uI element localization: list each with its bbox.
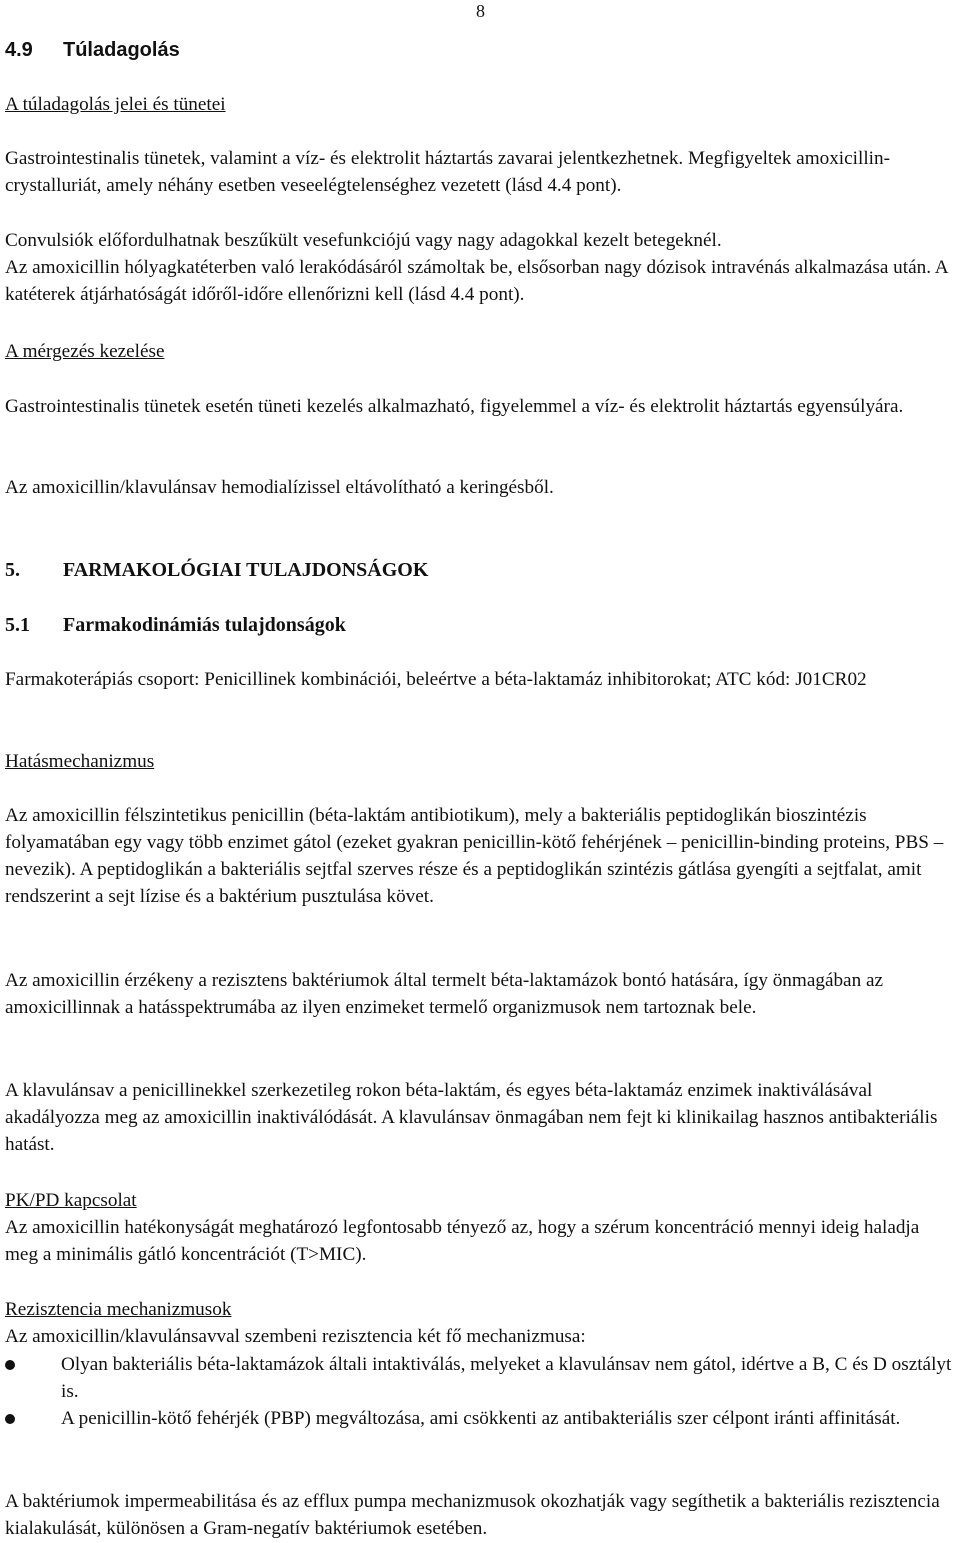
- resistance-mechanism-list: [5, 1351, 957, 1432]
- list-item: [5, 1405, 953, 1432]
- section-number: 5.: [5, 559, 20, 581]
- bullet-icon: [5, 1414, 15, 1424]
- bullet-icon: [5, 1360, 15, 1370]
- list-item-text: Olyan bakteriális béta-laktamázok általi intaktiválás, melyeket a klavulánsav nem gátol, idértve a B, C és D osztályt is.: [61, 1354, 952, 1402]
- mechanism-heading: Hatásmechanizmus: [5, 751, 155, 772]
- overdose-paragraph-2: Convulsiók előfordulhatnak beszűkült vesefunkciójú vagy nagy adagokkal kezelt betegeknél.: [5, 230, 722, 251]
- overdose-paragraph-1: Gastrointestinalis tünetek, valamint a víz- és elektrolit háztartás zavarai jelentkezhetnek. Megfigyeltek amoxicillin-crystalluriát, amely néhány esetben veseelégtelenséghez vezetett (lásd 4.4 pont).: [5, 148, 890, 196]
- section-title: FARMAKOLÓGIAI TULAJDONSÁGOK: [63, 559, 429, 581]
- section-5-heading: [5, 556, 428, 584]
- resistance-closing-paragraph: A baktériumok impermeabilitása és az efflux pumpa mechanizmusok okozhatják vagy segíthetik a bakteriális rezisztencia kialakulását, különösen a Gram-negatív baktériumok esetében.: [5, 1491, 940, 1539]
- pkpd-heading: PK/PD kapcsolat: [5, 1190, 137, 1211]
- poison-treatment-paragraph-1: Gastrointestinalis tünetek esetén tüneti kezelés alkalmazható, figyelemmel a víz- és elektrolit háztartás egyensúlyára.: [5, 396, 904, 417]
- resistance-intro: Az amoxicillin/klavulánsavval szembeni rezisztencia két fő mechanizmusa:: [5, 1326, 586, 1347]
- mechanism-paragraph-2: Az amoxicillin érzékeny a rezisztens baktériumok által termelt béta-laktamázok bontó hatására, így önmagában az amoxicillinnak a hatásspektrumába az ilyen enzimeket termelő organizmusok nem tartoznak bele.: [5, 970, 883, 1018]
- section-title: Túladagolás: [63, 39, 180, 61]
- pkpd-text: Az amoxicillin hatékonyságát meghatározó legfontosabb tényező az, hogy a szérum koncentráció mennyi ideig haladja meg a minimális gátló koncentrációt (T>MIC).: [5, 1217, 920, 1265]
- section-4-9-heading: [5, 36, 180, 64]
- resistance-heading: Rezisztencia mechanizmusok: [5, 1299, 232, 1320]
- section-number: 5.1: [5, 614, 30, 636]
- list-item: [5, 1351, 953, 1405]
- section-5-1-heading: [5, 611, 346, 639]
- overdose-paragraph-3: Az amoxicillin hólyagkatéterben való lerakódásáról számoltak be, elsősorban nagy dózisok intravénás alkalmazása után. A katéterek átjárhatóságát időről-időre ellenőrizni kell (lásd 4.4 pont).: [5, 257, 948, 305]
- poison-treatment-paragraph-2: Az amoxicillin/klavulánsav hemodialízissel eltávolítható a keringésből.: [5, 477, 554, 498]
- section-number: 4.9: [5, 39, 33, 61]
- section-title: Farmakodinámiás tulajdonságok: [63, 614, 346, 636]
- poison-treatment-heading: A mérgezés kezelése: [5, 341, 165, 362]
- mechanism-paragraph-3: A klavulánsav a penicillinekkel szerkezetileg rokon béta-laktám, és egyes béta-laktamáz enzimek inaktiválásával akadályozza meg az amoxicillin inaktiválódását. A klavulánsav önmagában nem fejt ki klinikailag hasznos antibakteriális hatást.: [5, 1080, 938, 1155]
- list-item-text: A penicillin-kötő fehérjék (PBP) megváltozása, ami csökkenti az antibakteriális szer célpont iránti affinitását.: [61, 1408, 901, 1429]
- pharmacotherapy-group: Farmakoterápiás csoport: Penicillinek kombinációi, beleértve a béta-laktamáz inhibitorokat; ATC kód: J01CR02: [5, 669, 867, 690]
- overdose-signs-heading: A túladagolás jelei és tünetei: [5, 94, 226, 115]
- mechanism-paragraph-1: Az amoxicillin félszintetikus penicillin (béta-laktám antibiotikum), mely a bakteriális peptidoglikán bioszintézis folyamatában egy vagy több enzimet gátol (ezeket gyakran penicillin-kötő fehérjének – penicillin-binding proteins, PBS – nevezik). A peptidoglikán a bakteriális sejtfal szerves része és a peptidoglikán szintézis gátlása gyengíti a sejtfalat, amit rendszerint a sejt lízise és a baktérium pusztulása követ.: [5, 805, 944, 907]
- page-number: 8: [476, 1, 485, 21]
